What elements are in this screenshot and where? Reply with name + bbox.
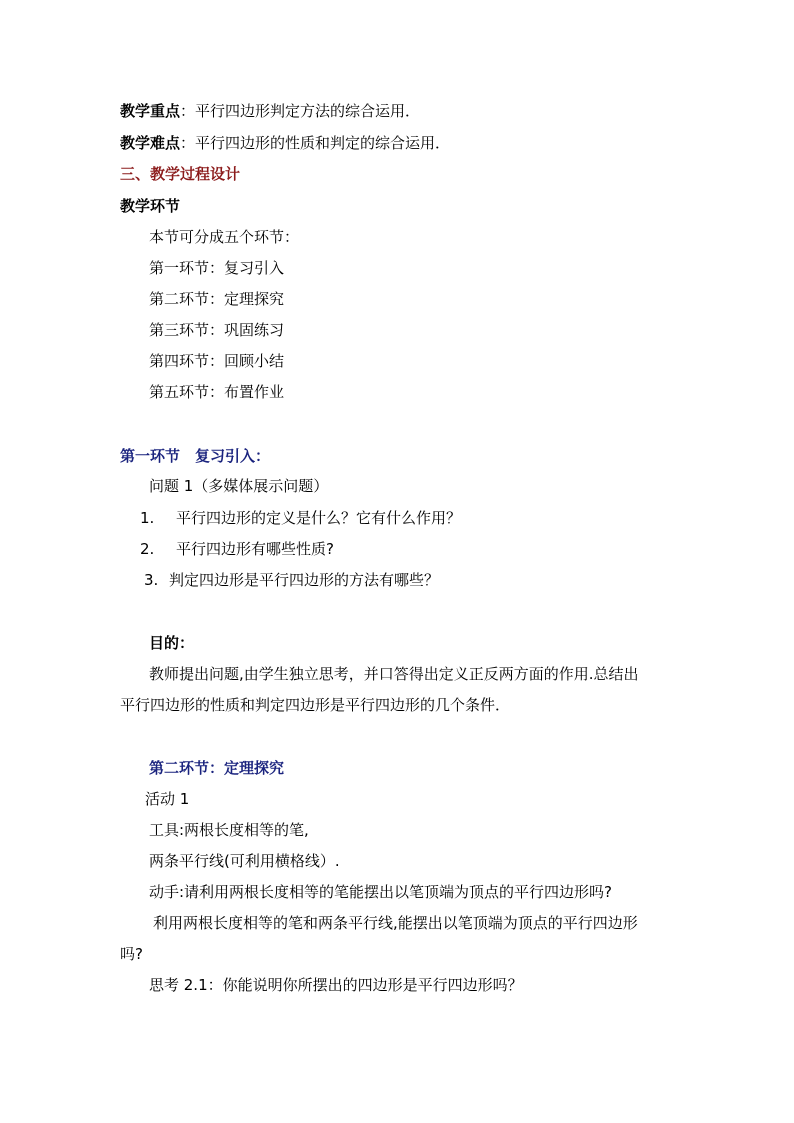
link-item: 第五环节：布置作业: [149, 383, 285, 401]
difficulties-text: ：平行四边形的性质和判定的综合运用．: [180, 134, 451, 152]
question-item: [140, 508, 462, 528]
links-intro: 本节可分成五个环节：: [149, 228, 300, 246]
section3-heading: 三、教学过程设计: [120, 165, 241, 183]
link1-heading: 第一环节 复习引入：: [120, 447, 271, 465]
purpose-text-line: 教师提出问题,由学生独立思考，并口答得出定义正反两方面的作用.总结出: [149, 665, 639, 683]
teaching-links-heading: 教学环节: [120, 197, 181, 215]
link-item: 第一环节：复习引入: [149, 259, 285, 277]
link-item: 第二环节：定理探究: [149, 290, 285, 308]
purpose-text-line: 平行四边形的性质和判定四边形是平行四边形的几个条件．: [120, 696, 511, 714]
difficulties-label: 教学难点: [120, 134, 181, 152]
tools-line: 工具:两根长度相等的笔,: [149, 821, 309, 839]
question-text: 平行四边形有哪些性质?: [176, 540, 334, 558]
problem-1: 问题 1（多媒体展示问题）: [149, 477, 329, 495]
use-line: 利用两根长度相等的笔和两条平行线,能摆出以笔顶端为顶点的平行四边形: [153, 914, 638, 932]
purpose-heading: 目的：: [149, 634, 195, 652]
key-points-line: [120, 101, 420, 121]
question-number: 2.: [140, 540, 155, 558]
link2-heading: 第二环节：定理探究: [149, 759, 285, 777]
question-number: 1.: [140, 509, 155, 527]
question-item: [144, 570, 440, 590]
question-text: 判定四边形是平行四边形的方法有哪些？: [169, 571, 440, 589]
hands-on-line: 动手:请利用两根长度相等的笔能摆出以笔顶端为顶点的平行四边形吗?: [149, 883, 613, 901]
tools-line: 两条平行线(可利用横格线）.: [149, 852, 340, 870]
activity-1: 活动 1: [145, 790, 190, 808]
question-number: 3.: [144, 571, 159, 589]
difficulties-line: [120, 133, 450, 153]
think-2-1: 思考 2.1：你能说明你所摆出的四边形是平行四边形吗？: [149, 976, 523, 994]
key-points-label: 教学重点: [120, 102, 181, 120]
question-item: [140, 539, 334, 559]
question-text: 平行四边形的定义是什么？它有什么作用？: [176, 509, 462, 527]
key-points-text: ：平行四边形判定方法的综合运用．: [180, 102, 421, 120]
link-item: 第四环节：回顾小结: [149, 352, 285, 370]
use-line: 吗?: [120, 945, 143, 963]
link-item: 第三环节：巩固练习: [149, 321, 285, 339]
